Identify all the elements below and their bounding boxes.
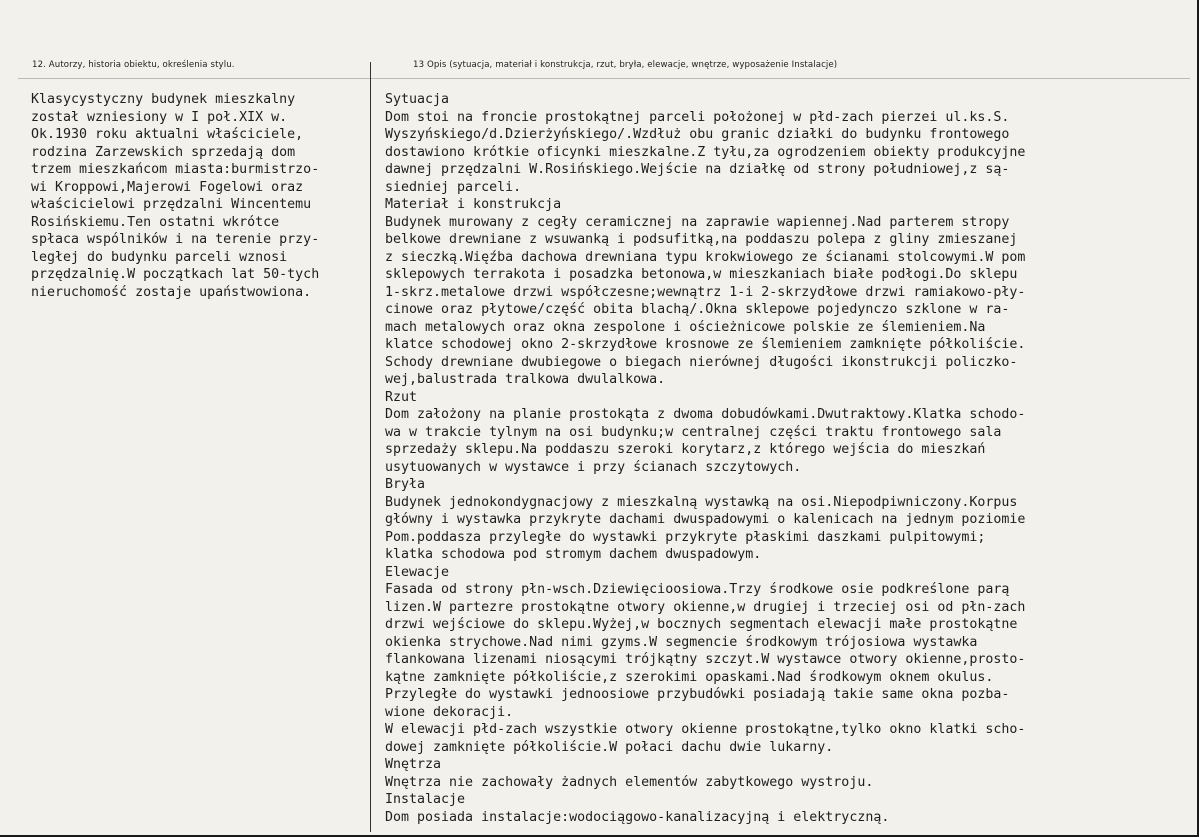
history-text-line: ległej do budynku parceli wznosi [31,249,288,265]
left-column-heading: 12. Autorzy, historia obiektu, określenia stylu. [32,60,235,70]
history-text-column [31,91,365,301]
description-text-line: Pom.poddasza przyległe do wystawki przykryte płaskimi daszkami pulpitowymi; [385,529,986,545]
description-text-line: wej,balustrada tralkowa dwulalkowa. [385,372,666,387]
column-divider [370,62,371,832]
description-text-line: dostawiono krótkie oficynki mieszkalne.Z tyłu,za ogrodzeniem obiekty produkcyjne [385,144,1026,160]
description-text-line: główny i wystawka przykryte dachami dwuspadowymi o kalenicach na jednym poziomie [385,512,1026,527]
description-text-line: Wyszyńskiego/d.Dzierżyńskiego/.Wzdłuż obu granic działki do budynku frontowego [385,127,1010,142]
description-text-line: kątne zamknięte półkoliście,z szerokimi opaskami.Nad środkowym oknem okulus. [385,669,994,685]
description-text-line: flankowana lizenami niosącymi trójkątny szczyt.W wystawce otwory okienne,prosto- [385,652,1026,667]
description-text-line: Dom posiada instalacje:wodociągowo-kanalizacyjną i elektryczną. [385,809,890,825]
description-text-line: wione dekoracji. [385,704,514,720]
description-text-line: Sytuacja [385,92,450,107]
description-text-line: Fasada od strony płn-wsch.Dziewięcioosiowa.Trzy środkowe osie podkreślone parą [385,582,1010,597]
description-text-line: dowej zamknięte półkoliście.W połaci dachu dwie lukarny. [385,739,834,755]
description-text-column [385,91,1197,826]
description-text-line: Przyległe do wystawki jednoosiowe przybudówki posiadają takie same okna pozba- [385,687,1010,702]
description-text-line: usytuowanych w wystawce i przy ścianach szczytowych. [385,459,802,475]
description-text-line: Rzut [385,389,418,405]
history-text-line: trzem mieszkańcom miasta:burmistrzo- [31,162,320,177]
description-text-line: sklepowych terrakota i posadzka betonowa,w mieszkaniach białe podłogi.Do sklepu [385,267,1018,282]
history-text-line: Klasycystyczny budynek mieszkalny [31,92,296,107]
description-text-line: Materiał i konstrukcja [385,197,562,212]
description-text-line: lizen.W partezre prostokątne otwory okienne,w drugiej i trzeciej osi od płn-zach [385,599,1026,615]
description-text-line: W elewacji płd-zach wszystkie otwory okienne prostokątne,tylko okno klatki scho- [385,722,1026,737]
history-text-line: właścicielowi przędzalni Wincentemu [31,197,312,212]
description-text-line: Dom stoi na froncie prostokątnej parceli położonej w płd-zach pierzei ul.ks.S. [385,109,1010,125]
history-text-line: rodzina Zarzewskich sprzedają dom [31,144,296,160]
right-column-heading: 13 Opis (sytuacja, materiał i konstrukcja, rzut, bryła, elewacje, wnętrze, wyposażenie Instalacje) [413,60,838,70]
description-text-line: Wnętrza [385,757,442,772]
description-text-line: Budynek jednokondygnacjowy z mieszkalną wystawką na osi.Niepodpiwniczony.Korpus [385,494,1018,510]
description-text-line: siedniej parceli. [385,179,522,195]
history-text-line: został wzniesiony w I poł.XIX w. [31,109,288,125]
header-rule [18,78,1190,79]
history-text-line: nieruchomość zostaje upaństwowiona. [31,284,312,300]
description-text-line: drzwi wejściowe do sklepu.Wyżej,w bocznych segmentach elewacji małe prostokątne [385,617,1018,632]
description-text-line: okienka strychowe.Nad nimi gzyms.W segmencie środkowym trójosiowa wystawka [385,634,978,650]
history-text-line: Ok.1930 roku aktualni właściciele, [31,127,304,142]
description-text-line: z sieczką.Więźba dachowa drewniana typu krokwiowego ze ścianami stolcowymi.W pom [385,249,1026,265]
history-text-line: wi Kroppowi,Majerowi Fogelowi oraz [31,179,304,195]
description-text-line: sprzedaży sklepu.Na poddaszu szeroki korytarz,z którego wejścia do mieszkań [385,442,986,457]
description-text-line: Budynek murowany z cegły ceramicznej na zaprawie wapiennej.Nad parterem stropy [385,214,1010,230]
history-text-line: przędzalnię.W początkach lat 50-tych [31,267,320,282]
description-text-line: klatce schodowej okno 2-skrzydłowe krosnowe ze ślemieniem zamknięte półkoliście. [385,337,1026,352]
description-text-line: Schody drewniane dwubiegowe o biegach nierównej długości ikonstrukcji policzko- [385,354,1018,370]
description-text-line: Bryła [385,477,426,492]
description-text-line: wa w trakcie tylnym na osi budynku;w centralnej części traktu frontowego sala [385,424,1002,440]
description-text-line: mach metalowych oraz okna zespolone i ościeżnicowe polskie ze ślemieniem.Na [385,319,986,335]
history-text-line: spłaca wspólników i na terenie przy- [31,232,320,247]
description-text-line: dawnej przędzalni W.Rosińskiego.Wejście na działkę od strony południowej,z są- [385,162,1010,177]
description-text-line: Instalacje [385,792,466,807]
description-text-line: cinowe oraz płytowe/część obita blachą/.Okna sklepowe pojedynczo szklone w ra- [385,302,1010,317]
description-text-line: klatka schodowa pod stromym dachem dwuspadowym. [385,547,762,562]
description-text-line: Wnętrza nie zachowały żadnych elementów zabytkowego wystroju. [385,774,874,790]
description-text-line: Elewacje [385,564,450,580]
history-text-line: Rosińskiemu.Ten ostatni wkrótce [31,214,280,230]
description-text-line: Dom założony na planie prostokąta z dwoma dobudówkami.Dwutraktowy.Klatka schodo- [385,407,1026,422]
description-text-line: belkowe drewniane z wsuwanką i podsufitką,na poddaszu polepa z gliny zmieszanej [385,232,1018,247]
description-text-line: 1-skrz.metalowe drzwi współczesne;wewnątrz 1-i 2-skrzydłowe drzwi ramiakowo-pły- [385,284,1026,300]
